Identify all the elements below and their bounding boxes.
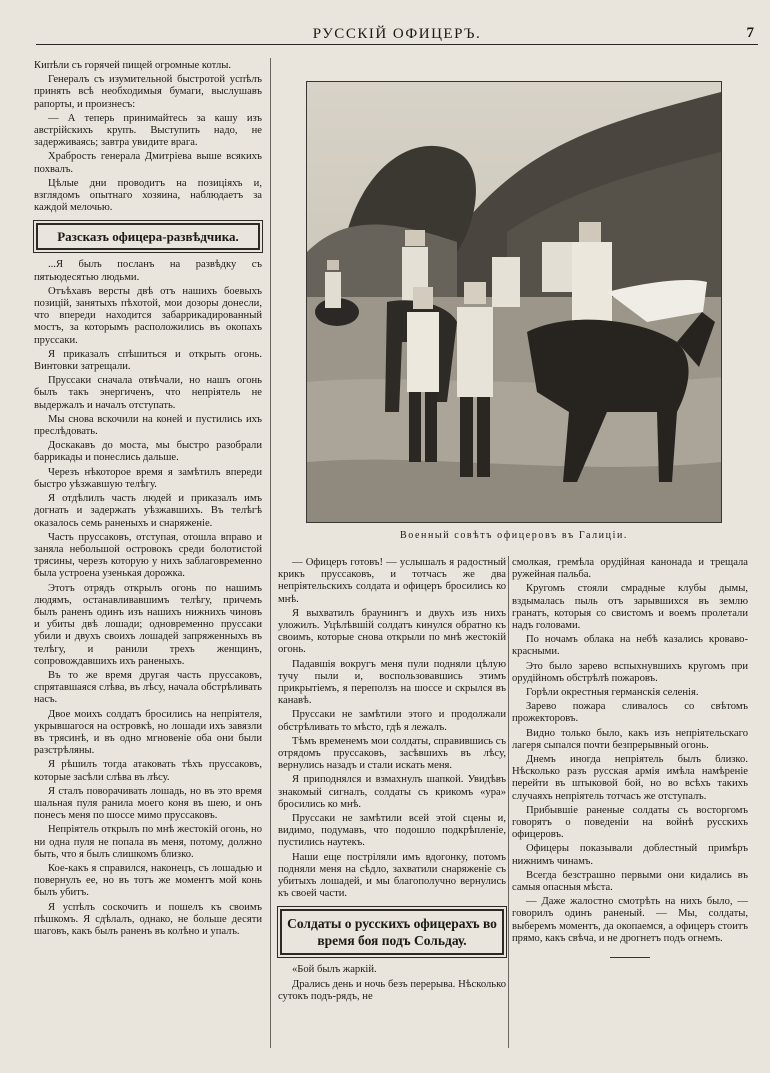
paragraph: Наши еще постріляли имъ вдогонку, потомъ подняли меня на сѣдло, захватили снаряженіе съ убитыхъ лошадей, и мы благополучно вернулись къ своей части. bbox=[278, 851, 506, 900]
journal-title: РУССКІЙ ОФИЦЕРЪ. bbox=[312, 26, 482, 42]
paragraph: Доскакавъ до моста, мы быстро разобрали баррикады и понеслись дальше. bbox=[34, 440, 262, 464]
paragraph: Это было зарево вспыхнувшихъ кругомъ при орудійномъ обстрѣлѣ пожаровъ. bbox=[512, 660, 748, 684]
paragraph: Кипѣли съ горячей пищей огромные котлы. bbox=[34, 60, 232, 71]
paragraph: Кругомъ стояли смрадные клубы дымы, вздымалась пыль отъ зарывшихся въ землю гранатъ, которыя со свистомъ и воемъ пролетали надъ головами. bbox=[512, 583, 748, 632]
column-middle bbox=[278, 557, 506, 1005]
paragraph: — А теперь принимайтесь за кашу изъ австрійскихъ крупъ. Выступить надо, не задерживаясь; завтра увидите врага. bbox=[34, 112, 262, 149]
paragraph: Горѣли окрестныя германскія селенія. bbox=[526, 687, 699, 699]
paragraph: «Бой былъ жаркій. bbox=[292, 964, 377, 976]
column-right bbox=[512, 557, 748, 958]
paragraph: Генералъ съ изумительной быстротой успѣлъ принять всѣ необходимыя бумаги, выслушавъ рапорты, и произнесъ: bbox=[34, 74, 262, 110]
paragraph: Этотъ отрядъ открылъ огонь по нашимъ людямъ, останавливавшимъ телѣгу, причемъ былъ раненъ одинъ изъ нашихъ нижнихъ чиновъ и убиты двѣ лошади; одновременно пруссаки убили и двухъ своихъ лошадей запряженныхъ въ телѣгу, и ранили трехъ женщинъ, сопровождавшихъ ихъ раненыхъ. bbox=[34, 582, 262, 667]
paragraph: По ночамъ облака на небѣ казались кроваво-красными. bbox=[512, 634, 748, 658]
paragraph: — Даже жалостно смотрѣть на нихъ было, — говорилъ одинъ раненый. — Мы, солдаты, выберемъ моментъ, да окопаемся, а офицеръ стоитъ прямо, какъ свѣча, и не дрогнетъ подъ огнемъ. bbox=[512, 896, 748, 944]
paragraph: смолкая, гремѣла орудійная канонада и трещала ружейная пальба. bbox=[512, 557, 748, 581]
paragraph: Я приказалъ спѣшиться и открыть огонь. Винтовки затрещали. bbox=[34, 348, 262, 373]
paragraph: Я успѣлъ соскочить и пошелъ къ своимъ пѣшкомъ. Я сдѣлалъ, однако, не больше десяти шаговъ, какъ былъ раненъ въ колѣно и упалъ. bbox=[34, 901, 262, 937]
paragraph: Всегда безстрашно первыми они кидались въ самыя опасныя мѣста. bbox=[512, 869, 748, 894]
paragraph: ...Я былъ посланъ на развѣдку съ пятьюдесятью людьми. bbox=[34, 259, 262, 283]
photo-caption: Военный совѣтъ офицеровъ въ Галиціи. bbox=[399, 530, 629, 541]
paragraph: Черезъ нѣкоторое время я замѣтилъ впереди быстро уѣзжавшую телѣгу. bbox=[34, 466, 262, 490]
paragraph: Видно только было, какъ изъ непріятельскаго лагеря сыпался почти безпрерывный огонь. bbox=[512, 727, 748, 751]
paragraph: Дрались день и ночь безъ перерыва. Нѣсколько сутокъ подъ-рядъ, не bbox=[278, 978, 506, 1002]
paragraph: Непріятель открылъ по мнѣ жестокій огонь, но ни одна пуля не попала въ меня, потому, должно быть, что я былъ слишкомъ близко. bbox=[34, 824, 262, 860]
paragraph: Кое-какъ я справился, наконецъ, съ лошадью и повернулъ ее, но въ тотъ же моментъ мой конь былъ убитъ. bbox=[34, 862, 262, 899]
paragraph: Въ то же время другая часть пруссаковъ, спрятавшаяся слѣва, въ лѣсу, начала обстрѣливать насъ. bbox=[34, 669, 262, 706]
paragraph: Тѣмъ временемъ мои солдаты, справившись съ отрядомъ пруссаковъ, засѣвшихъ въ лѣсу, вернулись назадъ и стали искать меня. bbox=[278, 735, 506, 772]
paragraph: Я рѣшилъ тогда атаковать тѣхъ пруссаковъ, которые засѣли слѣва въ лѣсу. bbox=[34, 759, 262, 783]
paragraph: Храбрость генерала Дмитріева выше всякихъ похвалъ. bbox=[34, 151, 262, 175]
paragraph: Пруссаки не замѣтили всей этой сцены и, видимо, подумавъ, что подошло подкрѣпленіе, пустились наутекъ. bbox=[278, 813, 506, 849]
paragraph: Я выхватилъ браунингъ и двухъ изъ нихъ уложилъ. Уцѣлѣвшій солдатъ кинулся обратно къ своимъ, которые снова открыли по мнѣ жестокій огонь. bbox=[278, 607, 506, 656]
paragraph: Цѣлые дни проводитъ на позиціяхъ и, взглядомъ опытнаго хозяина, наблюдаетъ за каждой мелочью. bbox=[34, 177, 262, 214]
paragraph: Отъѣхавъ версты двѣ отъ нашихъ боевыхъ позицій, занятыхъ пѣхотой, мои дозоры донесли, что впереди находится забаррикадированный мостъ, за которымъ расположились въ окопахъ пруссаки. bbox=[34, 285, 262, 346]
paragraph: Прибывшіе раненые солдаты съ восторгомъ говорятъ о поведеніи на войнѣ русскихъ офицеровъ. bbox=[512, 804, 748, 841]
paragraph: — Офицеръ готовъ! — услышалъ я радостный крикъ пруссаковъ, и тотчасъ же два непріятельскихъ солдата и офицеръ бросились ко мнѣ. bbox=[278, 557, 506, 605]
column-rule bbox=[508, 556, 509, 1048]
end-rule bbox=[610, 957, 650, 958]
paragraph: Пруссаки не замѣтили этого и продолжали обстрѣливать то мѣсто, гдѣ я лежалъ. bbox=[278, 709, 506, 733]
paragraph: Я приподнялся и взмахнулъ шапкой. Увидѣвъ знакомый сигналъ, солдаты съ крикомъ «ура» бросились ко мнѣ. bbox=[278, 774, 506, 810]
page-number: 7 bbox=[746, 25, 754, 41]
column-left bbox=[34, 60, 262, 940]
paragraph: Днемъ иногда непріятель былъ близко. Нѣсколько разъ русская армія имѣла намѣреніе перейти въ штыковой бой, но во всѣхъ такихъ случаяхъ непріятель тотчасъ же отступалъ. bbox=[512, 754, 748, 802]
paragraph: Я сталъ поворачивать лошадь, но въ это время шальная пуля ранила моего коня въ шею, и онъ понесъ меня по шоссе мимо пруссаковъ. bbox=[34, 785, 262, 822]
paragraph: Двое моихъ солдатъ бросились на непріятеля, укрывшагося на островкѣ, но лошади ихъ завязли въ трясинѣ, и въ одно мгновеніе оба они были разстрѣляны. bbox=[34, 708, 262, 757]
paragraph: Падавшія вокругъ меня пули подняли цѣлую тучу пыли и, воспользовавшись этимъ прикрытіемъ, я переползъ на шоссе и скрылся въ канавѣ. bbox=[278, 658, 506, 707]
section-heading: Солдаты о русскихъ офицерахъ во время боя подъ Сольдау. bbox=[280, 909, 504, 955]
paragraph: Мы снова вскочили на коней и пустились ихъ преслѣдовать. bbox=[34, 413, 262, 438]
paragraph: Часть пруссаковъ, отступая, отошла вправо и заняла небольшой островокъ среди болотистой трясины, черезъ которую у нихъ заблаговременно была устроена узенькая дорожка. bbox=[34, 531, 262, 580]
paragraph: Зарево пожара сливалось со свѣтомъ прожекторовъ. bbox=[512, 701, 748, 725]
paragraph: Офицеры показывали доблестный примѣръ нижнимъ чинамъ. bbox=[512, 843, 748, 867]
section-heading: Разсказъ офицера-развѣдчика. bbox=[36, 223, 260, 250]
column-rule bbox=[270, 58, 271, 1048]
paragraph: Пруссаки сначала отвѣчали, но нашъ огонь былъ такъ энергиченъ, что непріятель не выдержалъ и началъ отступать. bbox=[34, 375, 262, 411]
page-header bbox=[36, 20, 758, 45]
photo-officers-council bbox=[306, 81, 722, 523]
paragraph: Я отдѣлилъ часть людей и приказалъ имъ догнать и задержать уѣзжавшихъ. Въ телѣгѣ оказалось семь раненыхъ и снаряженіе. bbox=[34, 493, 262, 529]
